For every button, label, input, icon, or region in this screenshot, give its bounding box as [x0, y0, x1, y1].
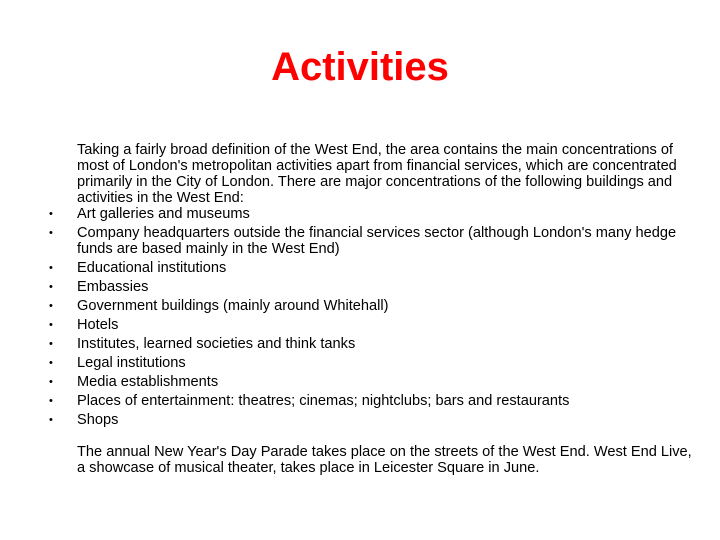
bullet-icon: •	[49, 376, 53, 388]
list-item	[49, 298, 692, 314]
list-item-text: Embassies	[77, 279, 149, 295]
list-item-text: Shops	[77, 412, 119, 428]
list-item-text: Government buildings (mainly around Whitehall)	[77, 298, 389, 314]
bullet-icon: •	[49, 338, 53, 350]
list-item	[49, 355, 692, 371]
list-item	[49, 336, 692, 352]
slide-title: Activities	[271, 45, 449, 89]
list-item	[49, 374, 692, 390]
closing-paragraph: The annual New Year's Day Parade takes place on the streets of the West End. West End Live, a showcase of musical theater, takes place in Leicester Square in June.	[77, 444, 692, 476]
list-item	[49, 225, 692, 257]
bullet-icon: •	[49, 414, 53, 426]
list-item	[49, 317, 692, 333]
list-item-text: Company headquarters outside the financial services sector (although London's many hedge funds are based mainly in the West End)	[77, 225, 677, 257]
slide-content	[49, 142, 692, 476]
bullet-icon: •	[49, 227, 53, 239]
list-item-text: Hotels	[77, 317, 119, 333]
list-item	[49, 393, 692, 409]
list-item-text: Educational institutions	[77, 260, 227, 276]
intro-paragraph: Taking a fairly broad definition of the West End, the area contains the main concentrations of most of London's metropolitan activities apart from financial services, which are concentrated primarily in the City of London. There are major concentrations of the following buildings and activities in the West End:	[77, 142, 677, 206]
list-item-text: Media establishments	[77, 374, 219, 390]
bullet-icon: •	[49, 319, 53, 331]
bullet-icon: •	[49, 208, 53, 220]
list-item	[49, 260, 692, 276]
list-item-text: Places of entertainment: theatres; cinemas; nightclubs; bars and restaurants	[77, 393, 570, 409]
list-item-text: Institutes, learned societies and think tanks	[77, 336, 356, 352]
list-item	[49, 206, 692, 222]
bullet-icon: •	[49, 395, 53, 407]
bullet-icon: •	[49, 300, 53, 312]
list-item	[49, 412, 692, 428]
activities-list	[49, 206, 692, 428]
bullet-icon: •	[49, 281, 53, 293]
list-item-text: Art galleries and museums	[77, 206, 250, 222]
list-item-text: Legal institutions	[77, 355, 186, 371]
list-item	[49, 279, 692, 295]
bullet-icon: •	[49, 262, 53, 274]
bullet-icon: •	[49, 357, 53, 369]
